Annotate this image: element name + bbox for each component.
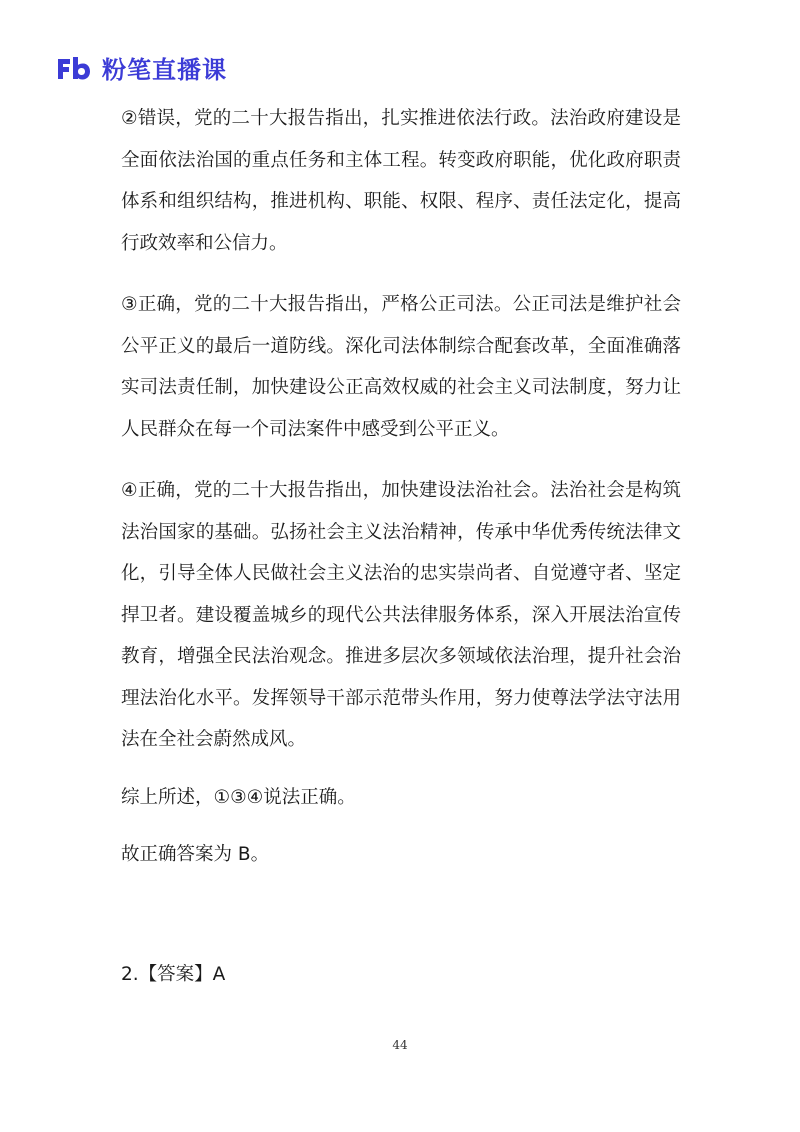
page-header (56, 50, 227, 85)
paragraph-point-2: ②错误，党的二十大报告指出，扎实推进依法行政。法治政府建设是全面依法治国的重点任务和主体工程。转变政府职能，优化政府职责体系和组织结构，推进机构、职能、权限、程序、责任法定化，提高行政效率和公信力。 (121, 108, 681, 254)
page-number: 44 (392, 1038, 408, 1052)
document-body (121, 98, 681, 995)
paragraph-point-3: ③正确，党的二十大报告指出，严格公正司法。公正司法是维护社会公平正义的最后一道防线。深化司法体制综合配套改革，全面准确落实司法责任制，加快建设公正高效权威的社会主义司法制度，努力让人民群众在每一个司法案件中感受到公平正义。 (121, 294, 681, 440)
summary-line: 综上所述，①③④说法正确。 (121, 786, 356, 808)
paragraph-point-4: ④正确，党的二十大报告指出，加快建设法治社会。法治社会是构筑法治国家的基础。弘扬社会主义法治精神，传承中华优秀传统法律文化，引导全体人民做社会主义法治的忠实崇尚者、自觉遵守者、坚定捍卫者。建设覆盖城乡的现代公共法律服务体系，深入开展法治宣传教育，增强全民法治观念。推进多层次多领域依法治理，提升社会治理法治化水平。发挥领导干部示范带头作用，努力使尊法学法守法用法在全社会蔚然成风。 (121, 480, 681, 750)
fb-logo-icon (56, 55, 92, 81)
brand-name: 粉笔直播课 (102, 56, 227, 84)
next-question-answer: 2.【答案】A (121, 963, 226, 985)
answer-line: 故正确答案为 B。 (121, 844, 270, 865)
